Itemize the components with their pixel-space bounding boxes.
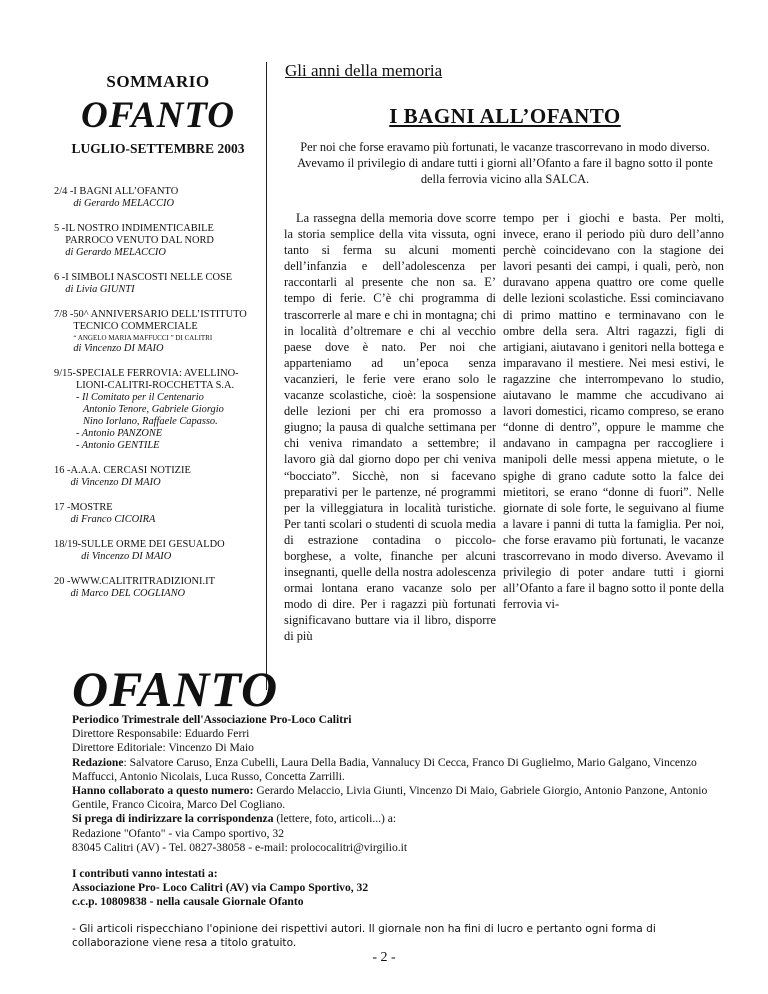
toc-title: SULLE ORME DEI GESUALDO (81, 539, 225, 550)
toc-author: di Vincenzo DI MAIO (70, 477, 161, 488)
toc-item[interactable] (54, 272, 264, 296)
toc-credit-line: Antonio Tenore, Gabriele Giorgio (82, 404, 224, 415)
article-column-2: tempo per i giochi e basta. Per molti, invece, erano il periodo più duro dell’anno perchè coincidevano con la stagione dei lavori pesanti dei campi, i quali, però, non duravano appena quattro ore come quelle delle lezioni scolastiche. Essi cominciavano di primo mattino e terminavano con le ombre della sera. Altri ragazzi, figli di artigiani, aiutavano i genitori nella bottega e imparavano il mestiere. Nei mesi estivi, le ragazzine che interrompevano lo studio, aiutavano le mamme che accudivano ai lavori domestici, ricamo compreso, se erano “donne di dentro”, oppure le mamme che andavano in campagna per raccogliere i manipoli delle messi appena mietute, o le spighe di grano cadute sotto la falce dei mietitori, se erano “donne di fuori”. Nelle giornate di sole forte, le seguivano al fiume a lavare i panni di tutta la famiglia. Per noi, che forse eravamo più fortunati, le vacanze trascorrevano in modo diverso. Avevamo il privilegio di poter andare tutti i giorni all’Ofanto a fare il bagno sotto il ponte della ferrovia vi- (503, 211, 724, 612)
toc-subtitle: “ ANGELO MARIA MAFFUCCI ” DI CALITRI (73, 334, 213, 342)
toc-author: di Franco CICOIRA (70, 514, 156, 525)
toc-title: I BAGNI ALL’OFANTO (73, 186, 179, 197)
toc-item[interactable] (54, 539, 264, 563)
toc-credit-line: - Antonio PANZONE (75, 428, 163, 439)
toc-item[interactable] (54, 502, 264, 526)
summary-sidebar (52, 60, 264, 599)
summary-title: OFANTO (80, 95, 236, 136)
toc-item[interactable] (54, 368, 264, 452)
toc-credit-line: Nino Iorlano, Raffaele Capasso. (82, 416, 218, 427)
toc-title: IL NOSTRO INDIMENTICABILE PARROCO VENUTO DAL NORD (65, 223, 214, 246)
correspondence-text: (lettere, foto, articoli...) a: (273, 812, 397, 826)
toc-author: di Gerardo MELACCIO (65, 247, 166, 258)
toc-page: 5 - (54, 223, 66, 234)
toc-title: A.A.A. CERCASI NOTIZIE (70, 465, 191, 476)
director-line: Direttore Responsabile: Eduardo Ferri (72, 727, 250, 741)
collaborators-line (72, 784, 712, 812)
toc-item[interactable] (54, 576, 264, 600)
toc-page: 16 - (54, 465, 71, 476)
toc-author: di Vincenzo DI MAIO (73, 343, 164, 354)
article-column-1: La rassegna della memoria dove scorre la storia semplice della vita vissuta, ogni tanto si ferma su alcuni momenti dell’infanzia e dell’adolescenza per raccontarli al presente che non sa. E’ tempo di ferie. C’è chi programma di trascorrerle al mare e chi in montagna; chi in località d’oltremare e chi al vecchio paese dove è nato. Per noi che apparteniamo ad un’epoca senza vacanzieri, le ferie vere erano solo le vacanze scolastiche, cioè: la sospensione delle lezioni per chi era promosso a giugno; la pausa di qualche settimana per chi veniva rimandato a settembre; il lavoro già dal giorno dopo per chi veniva “bocciato”. Sicchè, non si facevano preparativi per le partenze, né programmi per la villeggiatura in località turistiche. Per tanti scolari o studenti di scuola media di estrazione contadina o piccolo-borghese, a volte, finanche per alcuni insegnanti, quelle della nostra adolescenza ormai lontana erano vacanze solo per modo di dire. Per i ragazzi più fortunati significavano buttare via il libro, disporre di più (284, 211, 496, 644)
article-intro: Per noi che forse eravamo più fortunati, le vacanze trascorrevano in modo diverso. Avevamo il privilegio di andare tutti i giorni all’Ofanto a fare il bagno sotto il ponte della ferrovia vicino alla SALCA. (297, 140, 713, 186)
toc-title: 50^ ANNIVERSARIO DELL’ISTITUTO TECNICO COMMERCIALE (73, 309, 247, 332)
contributions-line: Associazione Pro- Loco Calitri (AV) via Campo Sportivo, 32 (72, 881, 369, 895)
address-contact-line[interactable]: 83045 Calitri (AV) - Tel. 0827-38058 - e-mail: prolococalitri@virgilio.it (72, 840, 408, 854)
toc-item[interactable] (54, 309, 264, 355)
section-title: Gli anni della memoria (285, 61, 443, 80)
toc-page: 6 - (54, 272, 66, 283)
collaborators-names: Gerardo Melaccio, Livia Giunti, Vincenzo Di Maio, Gabriele Giorgio, Antonio Panzone, Antonio Gentile, Franco Cicoira, Marco Del Cogliano. (72, 784, 708, 812)
toc-item[interactable] (54, 465, 264, 489)
toc-author: di Gerardo MELACCIO (73, 198, 174, 209)
summary-date: LUGLIO-SETTEMBRE 2003 (71, 141, 245, 156)
toc-author: di Livia GIUNTI (65, 284, 135, 295)
editor-line: Direttore Editoriale: Vincenzo Di Maio (72, 741, 254, 755)
masthead-title: OFANTO (72, 661, 279, 717)
disclaimer: - Gli articoli rispecchiano l'opinione dei rispettivi autori. Il giornale non ha fini di lucro e pertanto ogni forma di collaborazione viene resa a titolo gratuito. (72, 922, 656, 949)
redazione-members: : Salvatore Caruso, Enza Cubelli, Laura Della Badia, Vannalucy Di Cecca, Franco Di Guglielmo, Mario Galgano, Vincenzo Maffucci, Antonio Nicolais, Luca Russo, Concetta Zarrilli. (72, 755, 697, 783)
contributions-line: c.c.p. 10809838 - nella causale Giornale Ofanto (72, 895, 304, 909)
publisher-line: Periodico Trimestrale dell'Associazione Pro-Loco Calitri (72, 713, 352, 726)
article-headline: I BAGNI ALL’OFANTO (389, 104, 621, 128)
correspondence-line (72, 812, 712, 826)
page-number: - 2 - (372, 950, 396, 965)
toc-title: MOSTRE (70, 502, 113, 513)
toc-author: di Vincenzo DI MAIO (81, 551, 172, 562)
toc-author: di Marco DEL COGLIANO (70, 588, 186, 599)
correspondence-label: Si prega di indirizzare la corrispondenza (72, 812, 274, 826)
redazione-label: Redazione (72, 755, 124, 769)
masthead-credits (72, 713, 712, 950)
column-divider (266, 62, 267, 690)
table-of-contents (54, 186, 264, 613)
toc-page: 20 - (54, 576, 71, 587)
toc-credit-line: - Il Comitato per il Centenario (75, 392, 204, 403)
collaborators-label: Hanno collaborato a questo numero: (72, 784, 254, 798)
toc-item[interactable] (54, 223, 264, 259)
toc-title: WWW.CALITRITRADIZIONI.IT (70, 576, 215, 587)
toc-page: 2/4 - (54, 186, 74, 197)
toc-page: 9/15- (54, 368, 76, 379)
toc-page: 17 - (54, 502, 71, 513)
address-line: Redazione "Ofanto" - via Campo sportivo, 32 (72, 826, 284, 840)
contributions-line: I contributi vanno intestati a: (72, 867, 218, 881)
toc-credit-line: - Antonio GENTILE (75, 440, 160, 451)
redazione-line (72, 756, 712, 784)
toc-item[interactable] (54, 186, 264, 210)
summary-label: SOMMARIO (106, 72, 210, 91)
toc-title: SPECIALE FERROVIA: AVELLINO-LIONI-CALITRI-ROCCHETTA S.A. (75, 368, 239, 391)
toc-title: I SIMBOLI NASCOSTI NELLE COSE (65, 272, 233, 283)
toc-page: 7/8 - (54, 309, 74, 320)
toc-page: 18/19- (54, 539, 82, 550)
